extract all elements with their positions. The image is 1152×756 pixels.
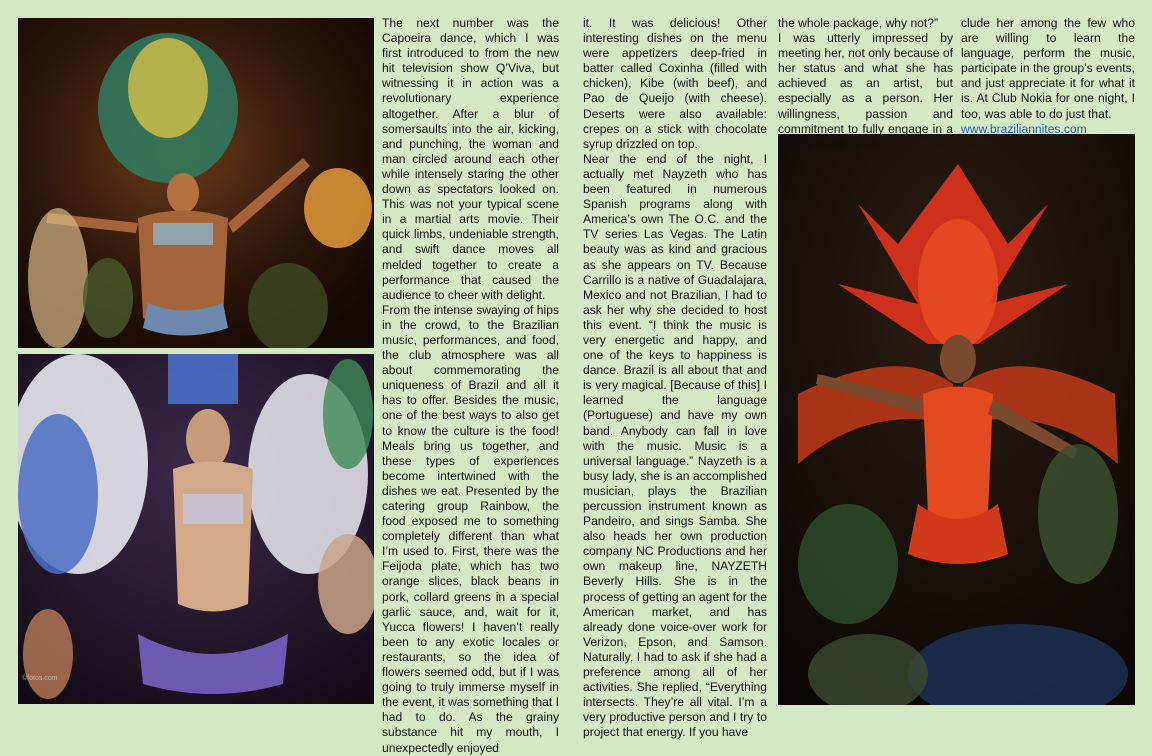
col2-paragraph-2: Near the end of the night, I actually met Nayzeth who has been featured in numerous Spanish programs along with America’s own The O.C. and the TV series Las Vegas. The Latin beauty was as kind and gracious as she appears on TV. Because Carrillo is a native of Guadalajara, Mexico and not Brazilian, I had to ask her why she decided to host this event. “I think the music is very energetic and happy, and one of the keys to happiness is dance. Brazil is all about that and is very magical. [Because of this] I learned the language (Portuguese) and have my own band. Anybody can fall in love with the music. Music is a universal language.” Nayzeth is a busy lady, she is an accomplished musician, plays the Brazilian percussion instrument known as Pandeiro, and sings Samba. She also heads her own production company NC Productions and her own makeup line, NAYZETH Beverly Hills. She is in the process of getting an agent for the American market, and has already done voice-over work for Verizon, Epson, and Samson. Naturally, I had to ask if she had a preference among all of her activities. She replied, “Everything intersects. They’re all vital. I’m a very productive person and I try to project that energy. If you have [583,151,767,740]
samba-dancer-illustration [18,18,374,348]
article-column-2 [583,16,767,741]
article-column-1 [382,16,559,756]
col1-paragraph-1: The next number was the Capoeira dance, which I was first introduced to from the new hit television show Q’Viva, but witnessing it in action was a revolutionary experience altogether. After a blur of somersaults into the air, kicking, and punching, the woman and man circled around each other while intensely staring the other down as spectators looked on. This was not your typical scene in a martial arts movie. Their quick limbs, undeniable strength, and swift dance moves all melded together to create a performance that caused the audience to cheer with delight. [382,16,559,302]
article-column-3 [778,16,953,152]
col4-paragraph-1: clude her among the few who are willing to learn the language, perform the music, participate in the group’s events, and just appreciate it for what it is. At Club Nokia for one night, I too, was able to do just that. [961,16,1135,121]
article-column-4 [961,16,1135,137]
photo-watermark: ©fotos.com [22,675,58,682]
photo-samba-dancer-red-feathers [778,134,1135,705]
website-link[interactable]: www.braziliannites.com [961,121,1087,136]
samba-dancer-feathers-illustration [18,354,374,704]
col2-paragraph-1: it. It was delicious! Other interesting dishes on the menu were appetizers deep-fried in batter called Coxinha (filled with chicken), Kibe (with beef), and Pao de Queijo (with cheese). Deserts were also available: crepes on a stick with chocolate syrup drizzled on top. [583,16,767,151]
col1-paragraph-2: From the intense swaying of hips in the crowd, to the Brazilian music, performances, and food, the club atmosphere was all about commemorating the uniqueness of Brazil and all it has to offer. Besides the music, one of the best ways to also get to know the culture is the food! Meals bring us together, and these types of experiences become intertwined with the dishes we eat. Presented by the catering group Rainbow, the food exposed me to something completely different than what I’m used to. First, there was the Feijoda plate, which has two orange slices, black beans in pork, collard greens in a special garlic sauce, and, wait for it, Yucca flowers! I haven’t really been to any exotic locales or restaurants, so the idea of flowers seemed odd, but if I was going to truly immerse myself in the event, it was something that I had to do. As the grainy substance hit my mouth, I unexpectedly enjoyed [382,302,559,755]
col3-paragraph-2: I was utterly impressed by meeting her, not only because of her status and what she has achieved as an artist, but especially as a person. Her willingness, passion and commitment to fully engage in a different culture, in- [778,31,953,151]
photo-samba-dancer-white-feathers [18,354,374,704]
red-feather-dancer-illustration [778,134,1135,705]
col3-paragraph-1: the whole package, why not?” [778,16,939,30]
photo-samba-dancer-teal-headdress [18,18,374,348]
